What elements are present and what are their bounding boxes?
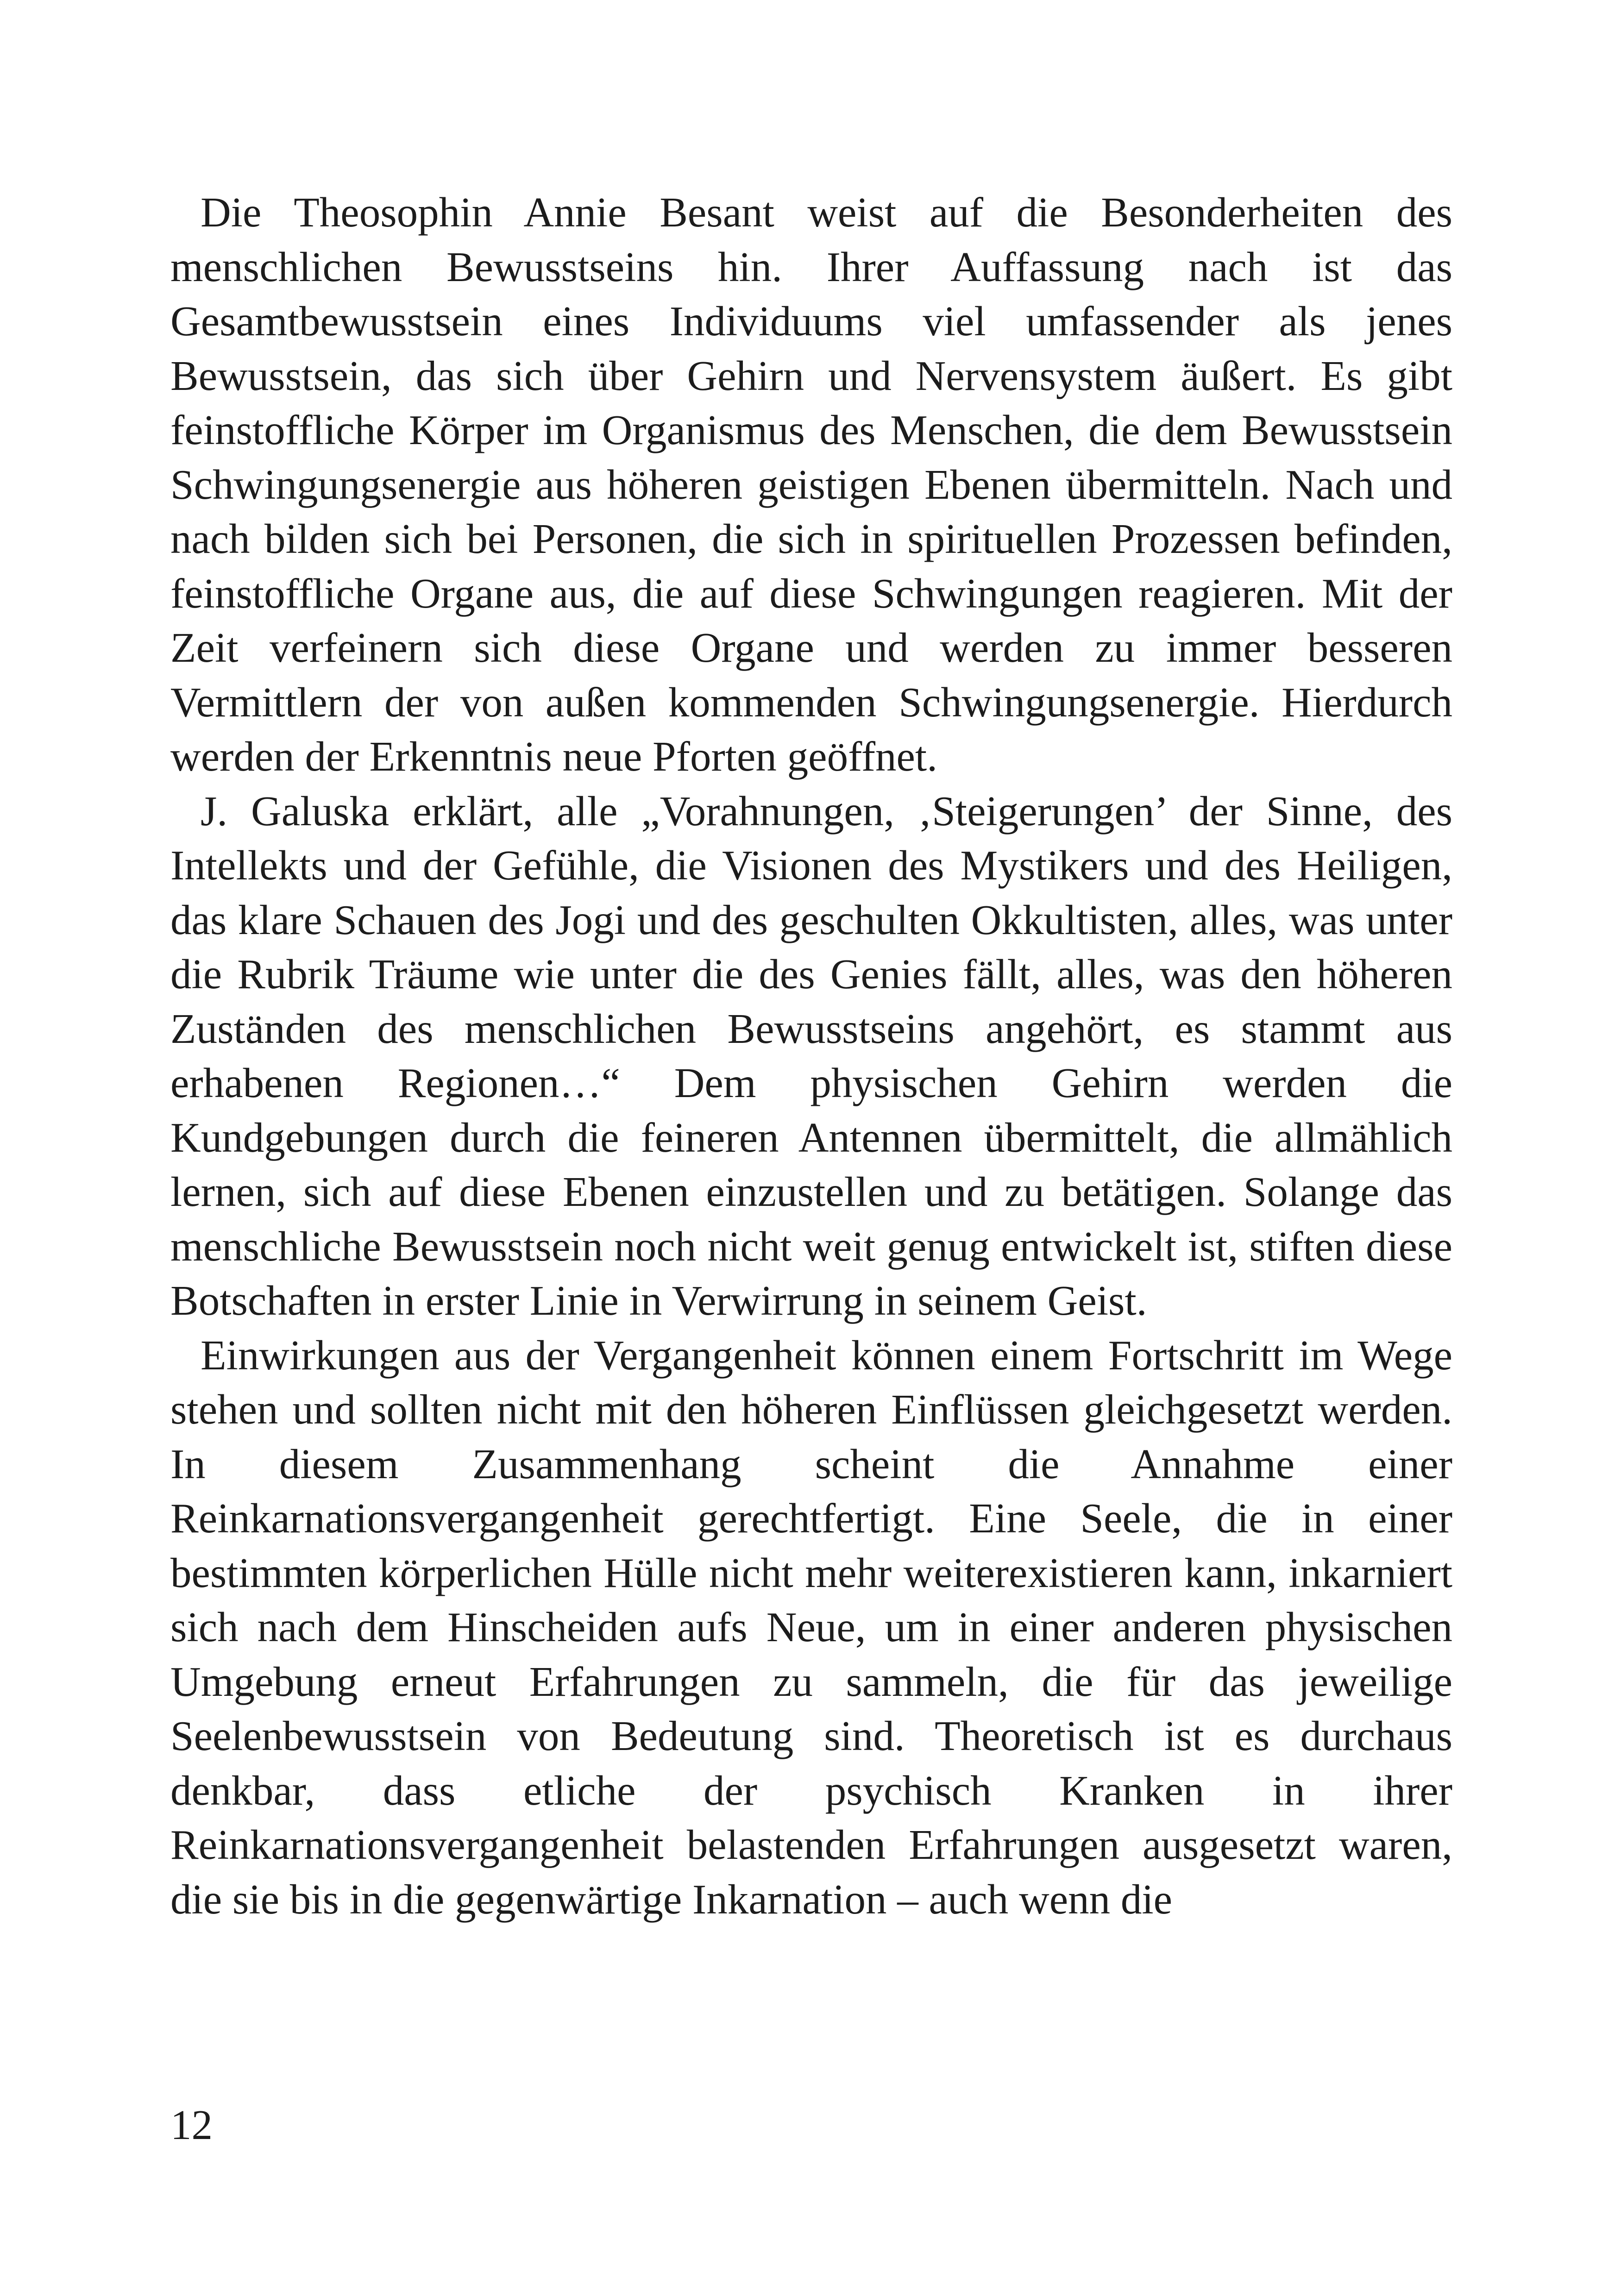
page-number: 12 <box>170 2102 213 2148</box>
body-text <box>170 185 1452 1926</box>
paragraph-besant: Die Theosophin Annie Besant weist auf die Besonderheiten des menschlichen Bewusstseins hin. Ihrer Auffassung nach ist das Gesamtbewusstsein eines Individuums viel umfassender als jenes Bewusstsein, das sich über Gehirn und Nervensystem äußert. Es gibt feinstoffliche Körper im Organismus des Menschen, die dem Bewusstsein Schwingungsenergie aus höheren geistigen Ebenen übermitteln. Nach und nach bilden sich bei Personen, die sich in spirituellen Prozessen befinden, feinstoffliche Organe aus, die auf diese Schwingungen reagieren. Mit der Zeit verfeinern sich diese Organe und werden zu immer besseren Vermittlern der von außen kommenden Schwingungsenergie. Hierdurch werden der Erkenntnis neue Pforten geöffnet. <box>170 189 1452 780</box>
paragraph-galuska: J. Galuska erklärt, alle „Vorahnungen, ‚Steigerungen’ der Sinne, des Intellekts und der Gefühle, die Visionen des Mystikers und des Heiligen, das klare Schauen des Jogi und des geschulten Okkultisten, alles, was unter die Rubrik Träume wie unter die des Genies fällt, alles, was den höheren Zuständen des menschlichen Bewusstseins angehört, es stammt aus erhabenen Regionen…“ Dem physischen Gehirn werden die Kundgebungen durch die feineren Antennen übermittelt, die allmählich lernen, sich auf diese Ebenen einzustellen und zu betätigen. Solange das menschliche Bewusstsein noch nicht weit genug entwickelt ist, stiften diese Botschaften in erster Linie in Verwirrung in seinem Geist. <box>170 787 1452 1324</box>
paragraph-reinkarnation: Einwirkungen aus der Vergangenheit können einem Fortschritt im Wege stehen und sollten nicht mit den höheren Einflüssen gleichgesetzt werden. In diesem Zusammenhang scheint die Annahme einer Reinkarnationsvergangenheit gerechtfertigt. Eine Seele, die in einer bestimmten körperlichen Hülle nicht mehr weiterexistieren kann, inkarniert sich nach dem Hinscheiden aufs Neue, um in einer anderen physischen Umgebung erneut Erfahrungen zu sammeln, die für das jeweilige Seelenbewusstsein von Bedeutung sind. Theoretisch ist es durchaus denkbar, dass etliche der psychisch Kranken in ihrer Reinkarnationsvergangenheit belastenden Erfahrungen ausgesetzt waren, die sie bis in die gegenwärtige Inkarnation – auch wenn die <box>170 1331 1452 1923</box>
